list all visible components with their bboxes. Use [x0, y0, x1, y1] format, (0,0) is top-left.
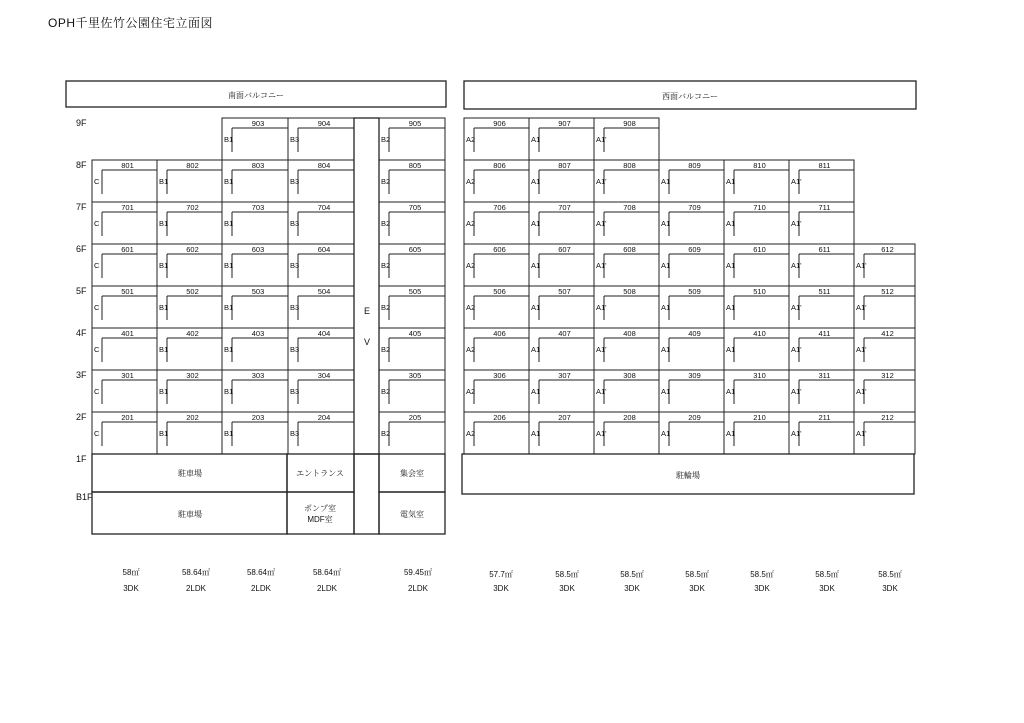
unit-number-604: 604 — [317, 245, 331, 254]
unit-type-205: B2 — [381, 429, 391, 438]
unit-type-811: A1' — [791, 177, 802, 186]
unit-number-401: 401 — [121, 329, 134, 338]
unit-number-509: 509 — [688, 287, 701, 296]
unit-number-208: 208 — [623, 413, 636, 422]
unit-type-903: B1 — [224, 135, 234, 144]
unit-number-410: 410 — [753, 329, 766, 338]
unit-number-510: 510 — [753, 287, 766, 296]
south-area-2: 58.64㎡ — [181, 568, 211, 577]
unit-number-807: 807 — [558, 161, 571, 170]
unit-number-202: 202 — [186, 413, 199, 422]
unit-type-602: B1 — [159, 261, 169, 270]
unit-type-402: B1 — [159, 345, 169, 354]
ev-shaft-lower — [354, 454, 379, 534]
unit-number-505: 505 — [408, 287, 422, 296]
unit-type-512: A1' — [856, 303, 867, 312]
ev-letter-v: V — [363, 337, 371, 347]
unit-type-311: A1' — [791, 387, 802, 396]
unit-number-704: 704 — [317, 203, 331, 212]
unit-number-511: 511 — [818, 287, 831, 296]
unit-number-808: 808 — [623, 161, 636, 170]
pump-mdf-room — [287, 492, 354, 534]
unit-type-204: B3 — [290, 429, 300, 438]
unit-type-808: A1' — [596, 177, 607, 186]
unit-number-506: 506 — [493, 287, 506, 296]
parking-b1f-label: 駐車場 — [178, 510, 202, 519]
floor-label-8f: 8F — [76, 160, 87, 170]
unit-number-811: 811 — [818, 161, 831, 170]
unit-number-408: 408 — [623, 329, 636, 338]
unit-type-206: A2 — [466, 429, 476, 438]
south-layout-4: 2LDK — [316, 584, 338, 593]
west-area-2: 58.5㎡ — [555, 570, 579, 579]
unit-number-412: 412 — [881, 329, 894, 338]
unit-number-209: 209 — [688, 413, 701, 422]
unit-type-703: B1 — [224, 219, 234, 228]
unit-type-306: A2 — [466, 387, 476, 396]
unit-type-604: B3 — [290, 261, 300, 270]
south-layout-2: 2LDK — [185, 584, 207, 593]
unit-number-603: 603 — [251, 245, 265, 254]
unit-number-306: 306 — [493, 371, 506, 380]
entrance-label: エントランス — [296, 469, 344, 478]
unit-type-405: B2 — [381, 345, 391, 354]
unit-number-706: 706 — [493, 203, 506, 212]
unit-number-311: 311 — [818, 371, 831, 380]
unit-number-507: 507 — [558, 287, 571, 296]
pump-room-label: ポンプ室 — [304, 504, 336, 513]
unit-type-207: A1 — [531, 429, 541, 438]
unit-type-410: A1 — [726, 345, 736, 354]
unit-number-607: 607 — [558, 245, 571, 254]
ev-letter-e: E — [363, 306, 371, 316]
unit-type-501: C — [94, 303, 100, 312]
unit-type-908: A1' — [596, 135, 607, 144]
unit-type-409: A1 — [661, 345, 671, 354]
unit-type-807: A1 — [531, 177, 541, 186]
unit-number-212: 212 — [881, 413, 894, 422]
unit-type-211: A1' — [791, 429, 802, 438]
south-layout-3: 2LDK — [250, 584, 272, 593]
unit-number-711: 711 — [818, 203, 831, 212]
unit-type-803: B1 — [224, 177, 234, 186]
unit-type-510: A1 — [726, 303, 736, 312]
unit-type-309: A1 — [661, 387, 671, 396]
unit-type-701: C — [94, 219, 100, 228]
unit-number-803: 803 — [251, 161, 265, 170]
floor-label-2f: 2F — [76, 412, 87, 422]
unit-number-710: 710 — [753, 203, 766, 212]
unit-number-207: 207 — [558, 413, 571, 422]
unit-type-905: B2 — [381, 135, 391, 144]
unit-type-612: A1' — [856, 261, 867, 270]
unit-number-504: 504 — [317, 287, 331, 296]
unit-number-708: 708 — [623, 203, 636, 212]
unit-type-806: A2 — [466, 177, 476, 186]
unit-number-402: 402 — [186, 329, 199, 338]
unit-number-508: 508 — [623, 287, 636, 296]
unit-number-702: 702 — [186, 203, 199, 212]
west-area-3: 58.5㎡ — [620, 570, 644, 579]
unit-number-805: 805 — [408, 161, 422, 170]
unit-type-904: B3 — [290, 135, 300, 144]
unit-number-305: 305 — [408, 371, 422, 380]
unit-type-411: A1' — [791, 345, 802, 354]
west-layout-2: 3DK — [559, 584, 575, 593]
unit-number-502: 502 — [186, 287, 199, 296]
electric-room-label: 電気室 — [400, 510, 424, 519]
west-layout-4: 3DK — [689, 584, 705, 593]
south-area-5: 59.45㎡ — [403, 568, 433, 577]
unit-number-301: 301 — [121, 371, 134, 380]
unit-type-609: A1 — [661, 261, 671, 270]
unit-type-212: A1' — [856, 429, 867, 438]
unit-type-505: B2 — [381, 303, 391, 312]
unit-type-611: A1' — [791, 261, 802, 270]
unit-number-503: 503 — [251, 287, 265, 296]
unit-number-608: 608 — [623, 245, 636, 254]
parking-1f-label: 駐車場 — [178, 469, 202, 478]
south-layout-5: 2LDK — [407, 584, 429, 593]
unit-type-209: A1 — [661, 429, 671, 438]
unit-number-609: 609 — [688, 245, 701, 254]
unit-number-205: 205 — [408, 413, 422, 422]
unit-number-905: 905 — [408, 119, 422, 128]
unit-type-304: B3 — [290, 387, 300, 396]
unit-type-608: A1' — [596, 261, 607, 270]
unit-number-610: 610 — [753, 245, 766, 254]
unit-number-701: 701 — [121, 203, 134, 212]
unit-type-308: A1' — [596, 387, 607, 396]
south-area-1: 58㎡ — [122, 568, 140, 577]
unit-type-705: B2 — [381, 219, 391, 228]
unit-type-708: A1' — [596, 219, 607, 228]
unit-type-210: A1 — [726, 429, 736, 438]
unit-type-702: B1 — [159, 219, 169, 228]
unit-type-310: A1 — [726, 387, 736, 396]
unit-number-203: 203 — [251, 413, 265, 422]
west-layout-5: 3DK — [754, 584, 770, 593]
west-area-5: 58.5㎡ — [750, 570, 774, 579]
unit-number-601: 601 — [121, 245, 134, 254]
unit-number-809: 809 — [688, 161, 701, 170]
west-area-1: 57.7㎡ — [489, 570, 513, 579]
unit-type-506: A2 — [466, 303, 476, 312]
unit-number-307: 307 — [558, 371, 571, 380]
unit-type-907: A1 — [531, 135, 541, 144]
unit-type-610: A1 — [726, 261, 736, 270]
floor-label-7f: 7F — [76, 202, 87, 212]
west-layout-3: 3DK — [624, 584, 640, 593]
unit-type-504: B3 — [290, 303, 300, 312]
unit-type-312: A1' — [856, 387, 867, 396]
south-area-3: 58.64㎡ — [246, 568, 276, 577]
unit-number-605: 605 — [408, 245, 422, 254]
unit-number-908: 908 — [623, 119, 636, 128]
unit-number-310: 310 — [753, 371, 766, 380]
floor-label-1f: 1F — [76, 454, 87, 464]
unit-type-403: B1 — [224, 345, 234, 354]
floor-label-6f: 6F — [76, 244, 87, 254]
unit-type-208: A1' — [596, 429, 607, 438]
unit-type-408: A1' — [596, 345, 607, 354]
unit-type-802: B1 — [159, 177, 169, 186]
page-title: OPH千里佐竹公園住宅立面図 — [48, 16, 214, 30]
unit-number-804: 804 — [317, 161, 331, 170]
west-layout-1: 3DK — [493, 584, 509, 593]
unit-type-202: B1 — [159, 429, 169, 438]
unit-type-704: B3 — [290, 219, 300, 228]
unit-number-304: 304 — [317, 371, 331, 380]
floor-label-4f: 4F — [76, 328, 87, 338]
unit-number-512: 512 — [881, 287, 894, 296]
floor-label-b1f: B1F — [76, 492, 93, 502]
unit-number-906: 906 — [493, 119, 506, 128]
unit-type-412: A1' — [856, 345, 867, 354]
floor-label-9f: 9F — [76, 118, 87, 128]
unit-type-710: A1 — [726, 219, 736, 228]
unit-number-501: 501 — [121, 287, 134, 296]
unit-number-411: 411 — [818, 329, 831, 338]
unit-type-301: C — [94, 387, 100, 396]
unit-type-606: A2 — [466, 261, 476, 270]
unit-number-406: 406 — [493, 329, 506, 338]
unit-number-802: 802 — [186, 161, 199, 170]
meeting-room-label: 集会室 — [400, 469, 424, 478]
unit-type-805: B2 — [381, 177, 391, 186]
unit-number-602: 602 — [186, 245, 199, 254]
unit-number-810: 810 — [753, 161, 766, 170]
unit-type-307: A1 — [531, 387, 541, 396]
unit-type-509: A1 — [661, 303, 671, 312]
unit-number-403: 403 — [251, 329, 265, 338]
unit-type-502: B1 — [159, 303, 169, 312]
unit-number-705: 705 — [408, 203, 422, 212]
west-layout-6: 3DK — [819, 584, 835, 593]
west-balcony-label: 西面バルコニー — [662, 92, 718, 101]
unit-number-211: 211 — [818, 413, 831, 422]
bicycle-parking-label: 駐輪場 — [676, 471, 700, 480]
unit-type-404: B3 — [290, 345, 300, 354]
floor-label-5f: 5F — [76, 286, 87, 296]
west-area-4: 58.5㎡ — [685, 570, 709, 579]
unit-type-603: B1 — [224, 261, 234, 270]
ev-shaft — [354, 118, 379, 454]
unit-number-806: 806 — [493, 161, 506, 170]
unit-type-302: B1 — [159, 387, 169, 396]
unit-number-407: 407 — [558, 329, 571, 338]
unit-number-611: 611 — [818, 245, 831, 254]
unit-type-809: A1 — [661, 177, 671, 186]
unit-number-612: 612 — [881, 245, 894, 254]
south-layout-1: 3DK — [123, 584, 139, 593]
unit-number-308: 308 — [623, 371, 636, 380]
unit-type-801: C — [94, 177, 100, 186]
unit-number-206: 206 — [493, 413, 506, 422]
west-area-7: 58.5㎡ — [878, 570, 902, 579]
unit-type-709: A1 — [661, 219, 671, 228]
unit-number-201: 201 — [121, 413, 134, 422]
unit-type-711: A1' — [791, 219, 802, 228]
unit-number-409: 409 — [688, 329, 701, 338]
south-area-4: 58.64㎡ — [312, 568, 342, 577]
unit-type-707: A1 — [531, 219, 541, 228]
unit-type-804: B3 — [290, 177, 300, 186]
unit-number-707: 707 — [558, 203, 571, 212]
unit-number-303: 303 — [251, 371, 265, 380]
unit-number-405: 405 — [408, 329, 422, 338]
unit-number-309: 309 — [688, 371, 701, 380]
unit-type-303: B1 — [224, 387, 234, 396]
unit-number-606: 606 — [493, 245, 506, 254]
unit-type-305: B2 — [381, 387, 391, 396]
unit-number-703: 703 — [251, 203, 265, 212]
unit-type-407: A1 — [531, 345, 541, 354]
unit-number-312: 312 — [881, 371, 894, 380]
unit-type-607: A1 — [531, 261, 541, 270]
unit-type-503: B1 — [224, 303, 234, 312]
unit-type-201: C — [94, 429, 100, 438]
mdf-room-label: MDF室 — [307, 515, 333, 524]
unit-number-302: 302 — [186, 371, 199, 380]
unit-type-507: A1 — [531, 303, 541, 312]
unit-type-406: A2 — [466, 345, 476, 354]
unit-number-404: 404 — [317, 329, 331, 338]
unit-number-801: 801 — [121, 161, 134, 170]
unit-number-904: 904 — [317, 119, 331, 128]
unit-type-203: B1 — [224, 429, 234, 438]
floor-label-3f: 3F — [76, 370, 87, 380]
unit-type-906: A2 — [466, 135, 476, 144]
west-layout-7: 3DK — [882, 584, 898, 593]
unit-number-903: 903 — [251, 119, 265, 128]
unit-number-210: 210 — [753, 413, 766, 422]
unit-number-907: 907 — [558, 119, 571, 128]
unit-type-810: A1 — [726, 177, 736, 186]
south-balcony-label: 南面バルコニー — [228, 91, 284, 100]
unit-type-508: A1' — [596, 303, 607, 312]
unit-number-709: 709 — [688, 203, 701, 212]
unit-type-511: A1' — [791, 303, 802, 312]
unit-type-401: C — [94, 345, 100, 354]
unit-type-601: C — [94, 261, 100, 270]
unit-type-605: B2 — [381, 261, 391, 270]
unit-type-706: A2 — [466, 219, 476, 228]
unit-number-204: 204 — [317, 413, 331, 422]
west-area-6: 58.5㎡ — [815, 570, 839, 579]
